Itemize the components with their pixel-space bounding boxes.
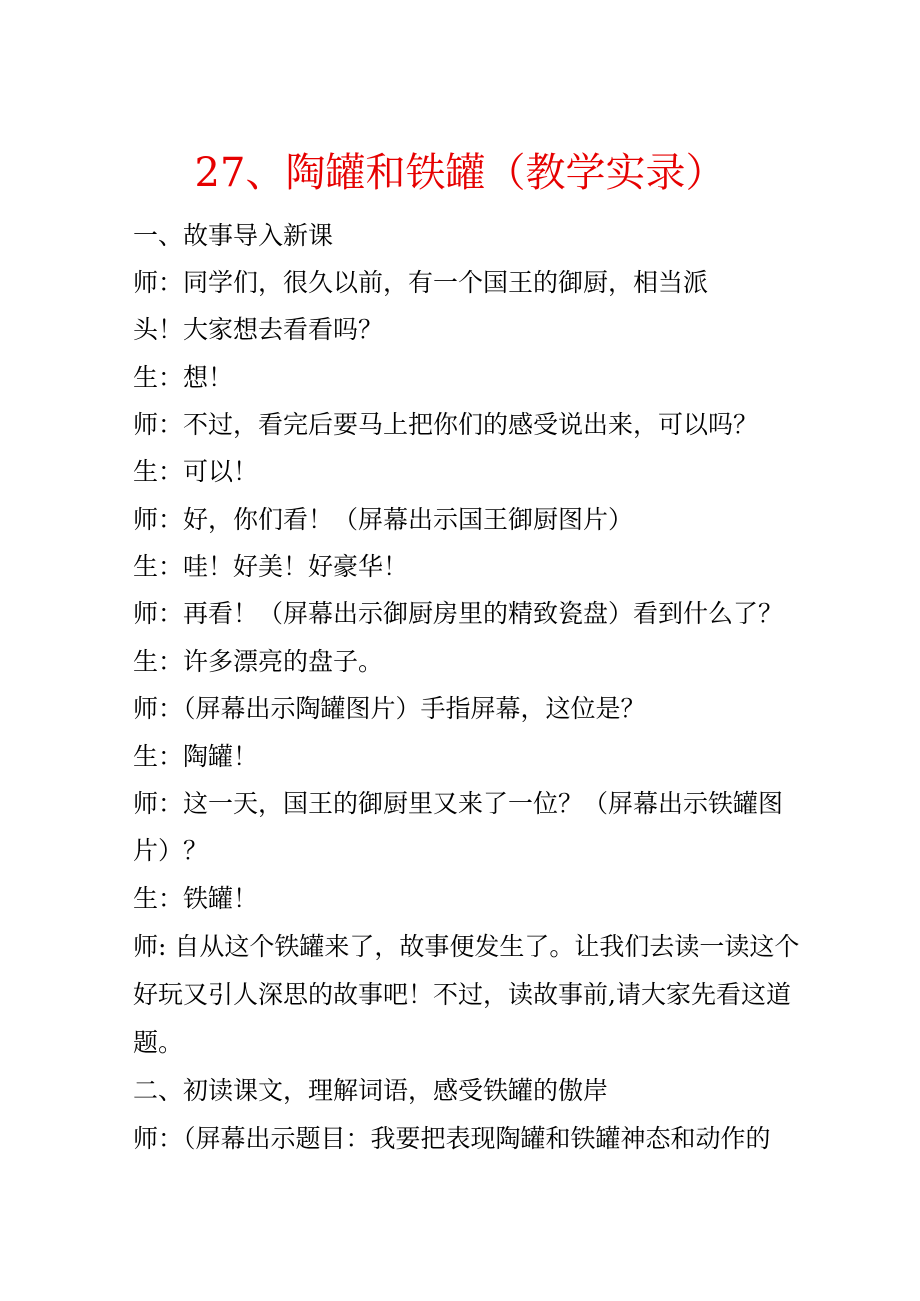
text-line: 片）？: [133, 836, 209, 865]
text-line: 生：想！: [133, 363, 234, 392]
text-line: 师：再看！（屏幕出示御厨房里的精致瓷盘）看到什么了？: [133, 599, 784, 628]
text-line: 头！大家想去看看吗？: [133, 315, 384, 344]
text-line: 好玩又引人深思的故事吧！不过，读故事前,请大家先看这道: [133, 980, 791, 1009]
text-line: 生：铁罐！: [133, 884, 259, 913]
text-line: 生：可以！: [133, 457, 259, 486]
text-line: 师：这一天，国王的御厨里又来了一位？（屏幕出示铁罐图: [133, 789, 784, 818]
text-line: 师：（屏幕出示题目：我要把表现陶罐和铁罐神态和动作的: [133, 1124, 771, 1153]
section-heading-1: 一、故事导入新课: [133, 221, 334, 250]
text-line: 师: 自从这个铁罐来了，故事便发生了。让我们去读一读这个: [133, 932, 800, 961]
text-line: 师：好，你们看！（屏幕出示国王御厨图片）: [133, 505, 634, 534]
text-line: 师：不过，看完后要马上把你们的感受说出来，可以吗？: [133, 410, 759, 439]
document-title: 27、陶罐和铁罐（教学实录）: [194, 150, 726, 196]
text-line: 师：同学们，很久以前，有一个国王的御厨，相当派: [133, 268, 709, 297]
text-line: 生：哇！好美！好豪华！: [133, 552, 409, 581]
text-line: 师：（屏幕出示陶罐图片）手指屏幕，这位是？: [133, 694, 646, 723]
text-line: 生：陶罐！: [133, 742, 259, 771]
text-line: 生：许多漂亮的盘子。: [133, 647, 384, 676]
text-line: 题。: [133, 1028, 184, 1057]
section-heading-2: 二、初读课文，理解词语，感受铁罐的傲岸: [133, 1076, 609, 1105]
